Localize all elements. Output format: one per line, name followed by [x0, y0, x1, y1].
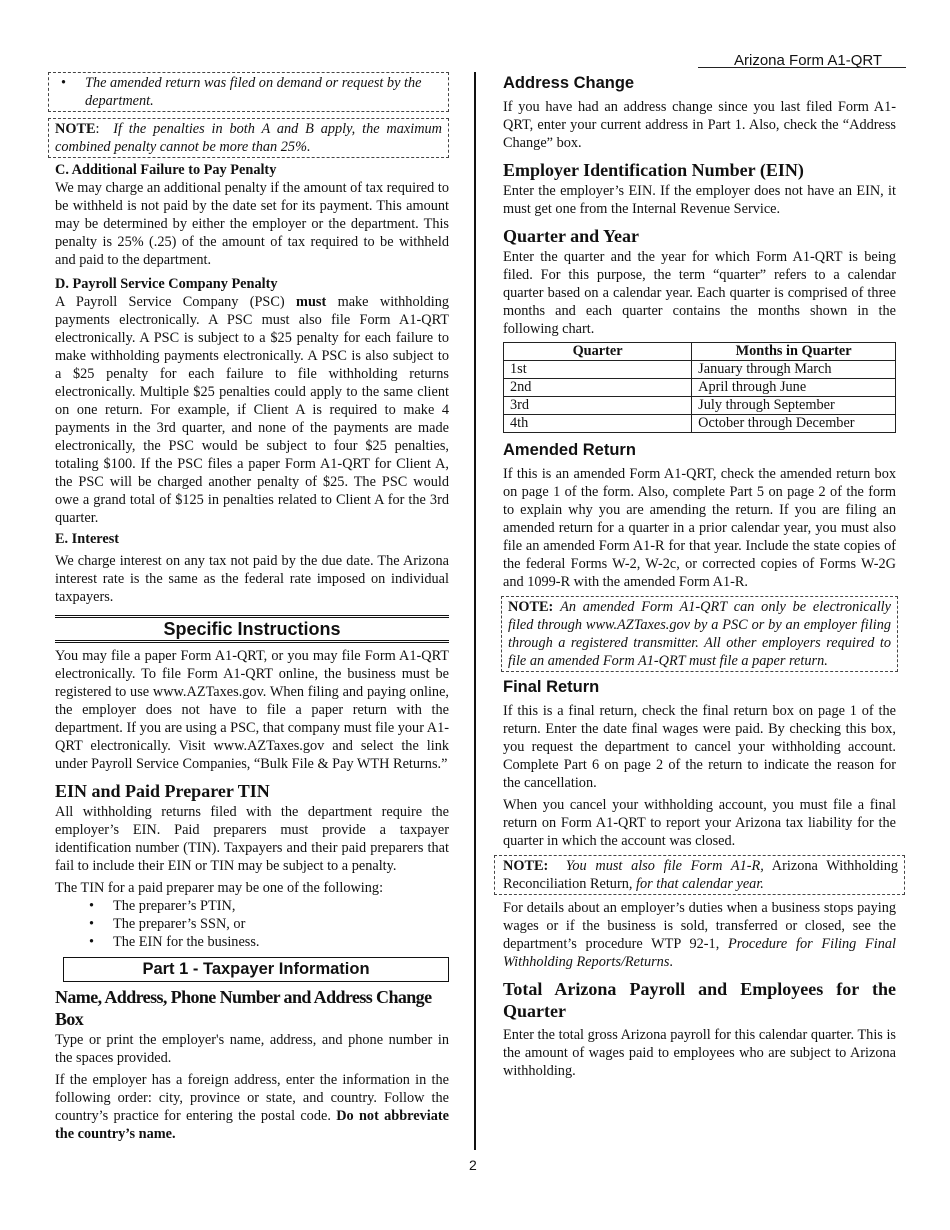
- quarter-year-title: Quarter and Year: [503, 226, 639, 246]
- note-label: NOTE:: [503, 858, 549, 874]
- note-text: If the penalties in both A and B apply, the maximum combined penalty cannot be more than 25%.: [55, 121, 442, 155]
- section-d-title: D. Payroll Service Company Penalty: [55, 276, 278, 292]
- table-cell: 3rd: [504, 397, 692, 415]
- right-column: [503, 72, 899, 1080]
- table-cell: July through September: [692, 397, 896, 415]
- table-cell: April through June: [692, 379, 896, 397]
- note-text: An amended Form A1-QRT can only be electronically filed through www.AZTaxes.gov by a PSC or by an employer filing through a registered transmitter. All other employers required to file an amended Form A1-QRT must file a paper return.: [508, 599, 891, 669]
- ein-title: Employer Identification Number (EIN): [503, 160, 804, 180]
- amended-bullet-box: [48, 72, 449, 112]
- left-column: [55, 72, 449, 1143]
- amended-return-title: Amended Return: [503, 441, 636, 459]
- total-payroll-body: Enter the total gross Arizona payroll for this calendar quarter. This is the amount of wages paid to employees who are subject to Arizona withholding.: [503, 1027, 896, 1079]
- table-row: [504, 361, 896, 379]
- part1-subtitle: Name, Address, Phone Number and Address Change Box: [55, 987, 432, 1029]
- part1-body-1: Type or print the employer's name, address, and phone number in the spaces provided.: [55, 1032, 449, 1066]
- list-item: • The preparer’s SSN, or: [89, 916, 246, 932]
- list-item: • The preparer’s PTIN,: [89, 898, 236, 914]
- ein-tin-title: EIN and Paid Preparer TIN: [55, 781, 270, 801]
- section-c-body: We may charge an additional penalty if the amount of tax required to be withheld is not paid by the date set for its payment. This amount may be determined by either the employer or the department. This penalty is 25% (.25) of the amount of tax required to be withheld and paid to the department.: [55, 180, 449, 268]
- tin-list-intro: The TIN for a paid preparer may be one of the following:: [55, 880, 384, 896]
- table-header-months: Months in Quarter: [692, 343, 896, 361]
- section-e-body: We charge interest on any tax not paid by the due date. The Arizona interest rate is the same as the federal rate imposed on individual taxpayers.: [55, 553, 449, 605]
- quarter-months-table: [503, 342, 896, 433]
- address-change-body: If you have had an address change since you last filed Form A1-QRT, enter your current address in Part 1. Also, check the “Address Change” box.: [503, 99, 896, 151]
- table-row: [504, 415, 896, 433]
- bullet-icon: •: [89, 934, 95, 950]
- note-label: NOTE: [55, 121, 96, 137]
- final-return-body-3: For details about an employer’s duties when a business stops paying wages or if the business is sold, transferred or closed, see the department’s procedure WTP 92-1, Procedure for Filing Final Withholding Reports/Returns.: [503, 900, 897, 970]
- final-return-body-2: When you cancel your withholding account, you must file a final return on Form A1-QRT to report your Arizona tax liability for the quarter in which the account was closed.: [503, 797, 896, 849]
- table-row: [504, 397, 896, 415]
- amended-return-body: If this is an amended Form A1-QRT, check the amended return box on page 1 of the form. Also, complete Part 5 on page 2 of the form to explain why you are amending the return. If you are filing an amended return for a quarter in a prior calendar year, you must also file an amended Form A1-R for that year. Include the state copies of the federal Forms W-2, W-2c, or corrected copies of Forms W-2G and 1099-R with the amended Form A1-R.: [503, 466, 896, 590]
- bullet-icon: •: [89, 916, 95, 932]
- table-cell: January through March: [692, 361, 896, 379]
- table-cell: 4th: [504, 415, 692, 433]
- specific-instructions-heading: Specific Instructions: [55, 615, 449, 643]
- bullet-icon: •: [61, 75, 67, 91]
- total-payroll-title: Total Arizona Payroll and Employees for the Quarter: [503, 979, 896, 1021]
- tin-list: [55, 897, 449, 951]
- amended-bullet-text: The amended return was filed on demand or request by the department.: [85, 75, 422, 109]
- table-cell: October through December: [692, 415, 896, 433]
- section-d-body: A Payroll Service Company (PSC) must make withholding payments electronically. A PSC must also file Form A1-QRT electronically. A PSC is subject to a $25 penalty for each failure to make withholding payments electronically. A PSC is also subject to a $25 penalty for each failure to file withholding returns electronically. Multiple $25 penalties could apply to the same client on one return. For example, if Client A is required to make 4 payments in the 3rd quarter, and none of the payments are made electronically, the PSC would be subject to four $25 penalties, totaling $100. If the PSC files a paper Form A1-QRT for Client A, the PSC will be charged another penalty of $25. The PSC would owe a grand total of $125 in penalties related to Client A for the 3rd quarter.: [55, 294, 449, 526]
- quarter-year-body: Enter the quarter and the year for which Form A1-QRT is being filed. For this purpose, the term “quarter” refers to a calendar quarter based on a calendar year. Each quarter is comprised of three months and each quarter contains the months shown in the following chart.: [503, 249, 896, 337]
- section-c-title: C. Additional Failure to Pay Penalty: [55, 162, 277, 178]
- header-rule: [698, 67, 906, 68]
- section-e-title: E. Interest: [55, 531, 120, 547]
- list-item: [55, 74, 442, 110]
- part1-body-2: If the employer has a foreign address, enter the information in the following order: city, province or state, and country. Follow the country’s practice for entering the postal code. Do not abbreviate the country’s name.: [55, 1072, 449, 1142]
- table-header-quarter: Quarter: [504, 343, 692, 361]
- part1-heading: Part 1 - Taxpayer Information: [63, 957, 449, 982]
- ein-body: Enter the employer’s EIN. If the employer does not have an EIN, it must get one from the Internal Revenue Service.: [503, 183, 896, 217]
- page-number: 2: [469, 1157, 477, 1173]
- table-row: [504, 379, 896, 397]
- final-note-box: NOTE: You must also file Form A1-R, Arizona Withholding Reconciliation Return, for that calendar year.: [494, 855, 905, 895]
- amended-note-box: [501, 596, 898, 672]
- table-cell: 2nd: [504, 379, 692, 397]
- specific-instructions-body: You may file a paper Form A1-QRT, or you may file Form A1-QRT electronically. To file Form A1-QRT online, the business must be registered to use www.AZTaxes.gov. When filing and paying online, the employer does not have to file a paper return with the department. If you are using a PSC, that company must file your A1-QRT electronically. Visit www.AZTaxes.gov and select the link under Payroll Service Companies, “Bulk File & Pay WTH Returns.”: [55, 648, 449, 772]
- form-header-title: Arizona Form A1-QRT: [734, 52, 883, 69]
- column-divider: [474, 72, 476, 1150]
- final-return-body-1: If this is a final return, check the final return box on page 1 of the return. Enter the date final wages were paid. By checking this box, you request the department to cancel your withholding account. Complete Part 6 on page 2 of the return to indicate the reason for the cancellation.: [503, 703, 896, 791]
- list-item: • The EIN for the business.: [89, 934, 260, 950]
- address-change-title: Address Change: [503, 74, 635, 92]
- bullet-icon: •: [89, 898, 95, 914]
- note-label: NOTE:: [508, 599, 554, 615]
- ein-tin-body: All withholding returns filed with the department require the employer’s EIN. Paid preparers must provide a taxpayer identification number (TIN). Taxpayers and their paid preparers that fail to include their EIN or TIN may be subject to a penalty.: [55, 804, 449, 874]
- final-return-title: Final Return: [503, 678, 600, 696]
- note-penalties-box: NOTE: If the penalties in both A and B apply, the maximum combined penalty cannot be more than 25%.: [48, 118, 449, 158]
- table-cell: 1st: [504, 361, 692, 379]
